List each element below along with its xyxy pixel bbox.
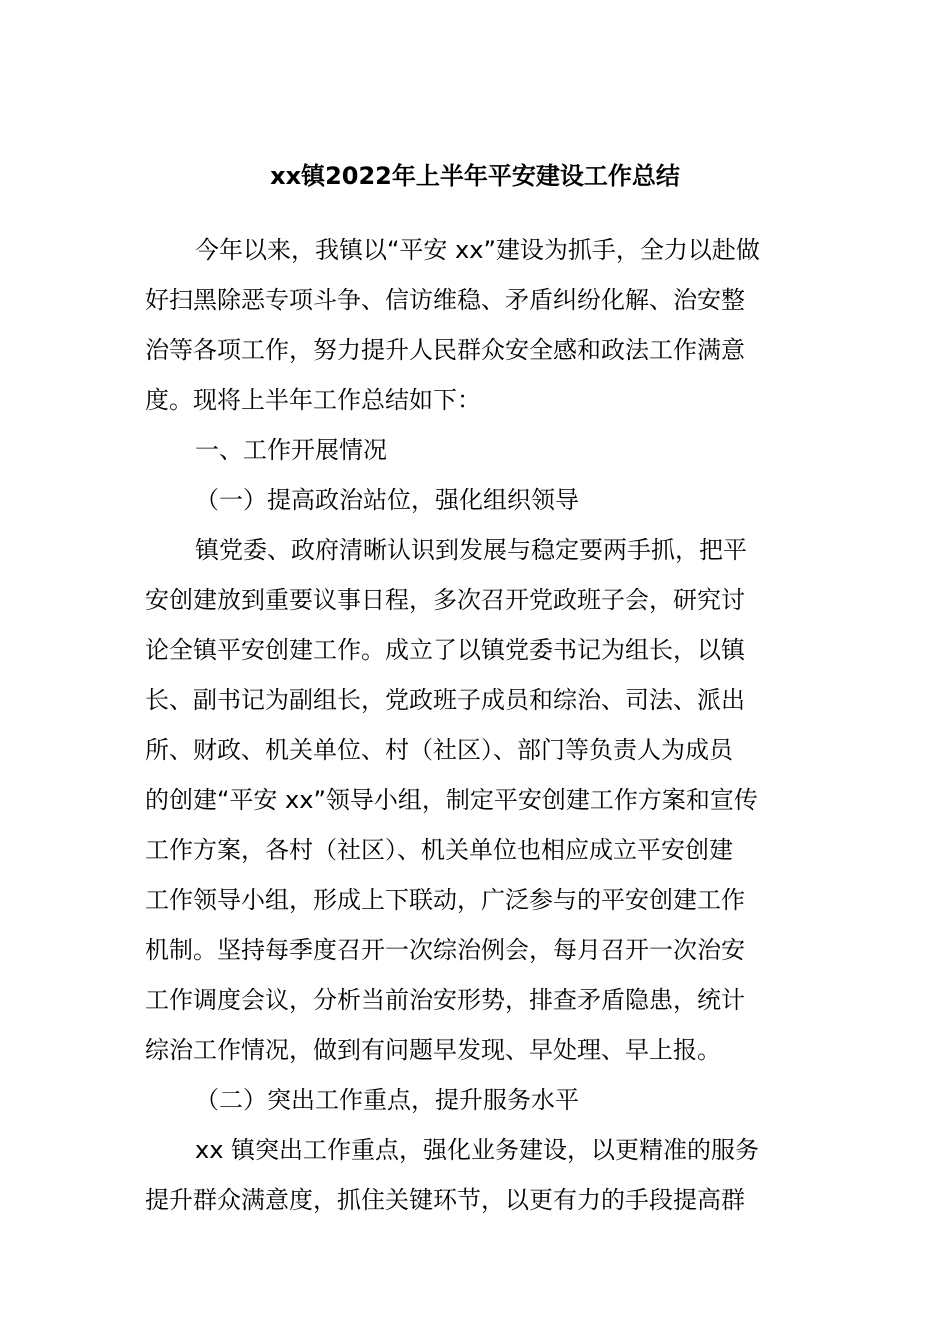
- paragraph-line: 工作领导小组，形成上下联动，广泛参与的平安创建工作: [145, 886, 745, 914]
- subsection-heading: （一）提高政治站位，强化组织领导: [195, 486, 579, 514]
- paragraph-line: 所、财政、机关单位、村（社区）、部门等负责人为成员: [145, 736, 733, 764]
- paragraph-line: 提升群众满意度，抓住关键环节，以更有力的手段提高群: [145, 1186, 745, 1214]
- document-title: xx镇2022年上半年平安建设工作总结: [270, 162, 680, 190]
- paragraph-line: 论全镇平安创建工作。成立了以镇党委书记为组长，以镇: [145, 636, 745, 664]
- paragraph-line: 机制。坚持每季度召开一次综治例会，每月召开一次治安: [145, 936, 745, 964]
- paragraph-line: 的创建“平安 xx”领导小组，制定平安创建工作方案和宣传: [145, 786, 758, 814]
- paragraph-line: 今年以来，我镇以“平安 xx”建设为抓手，全力以赴做: [195, 236, 760, 264]
- paragraph-line: 工作方案，各村（社区）、机关单位也相应成立平安创建: [145, 836, 733, 864]
- paragraph-line: 综治工作情况，做到有问题早发现、早处理、早上报。: [145, 1036, 721, 1064]
- paragraph-line: 镇党委、政府清晰认识到发展与稳定要两手抓，把平: [195, 536, 747, 564]
- section-heading: 一、工作开展情况: [195, 436, 387, 464]
- paragraph-line: 长、副书记为副组长，党政班子成员和综治、司法、派出: [145, 686, 745, 714]
- paragraph-line: 工作调度会议，分析当前治安形势，排查矛盾隐患，统计: [145, 986, 745, 1014]
- paragraph-line: 安创建放到重要议事日程，多次召开党政班子会，研究讨: [145, 586, 745, 614]
- paragraph-line: xx 镇突出工作重点，强化业务建设，以更精准的服务: [195, 1136, 760, 1164]
- paragraph-line: 治等各项工作，努力提升人民群众安全感和政法工作满意: [145, 336, 745, 364]
- paragraph-line: 好扫黑除恶专项斗争、信访维稳、矛盾纠纷化解、治安整: [145, 286, 745, 314]
- paragraph-line: 度。现将上半年工作总结如下：: [145, 386, 481, 414]
- subsection-heading: （二）突出工作重点，提升服务水平: [195, 1086, 579, 1114]
